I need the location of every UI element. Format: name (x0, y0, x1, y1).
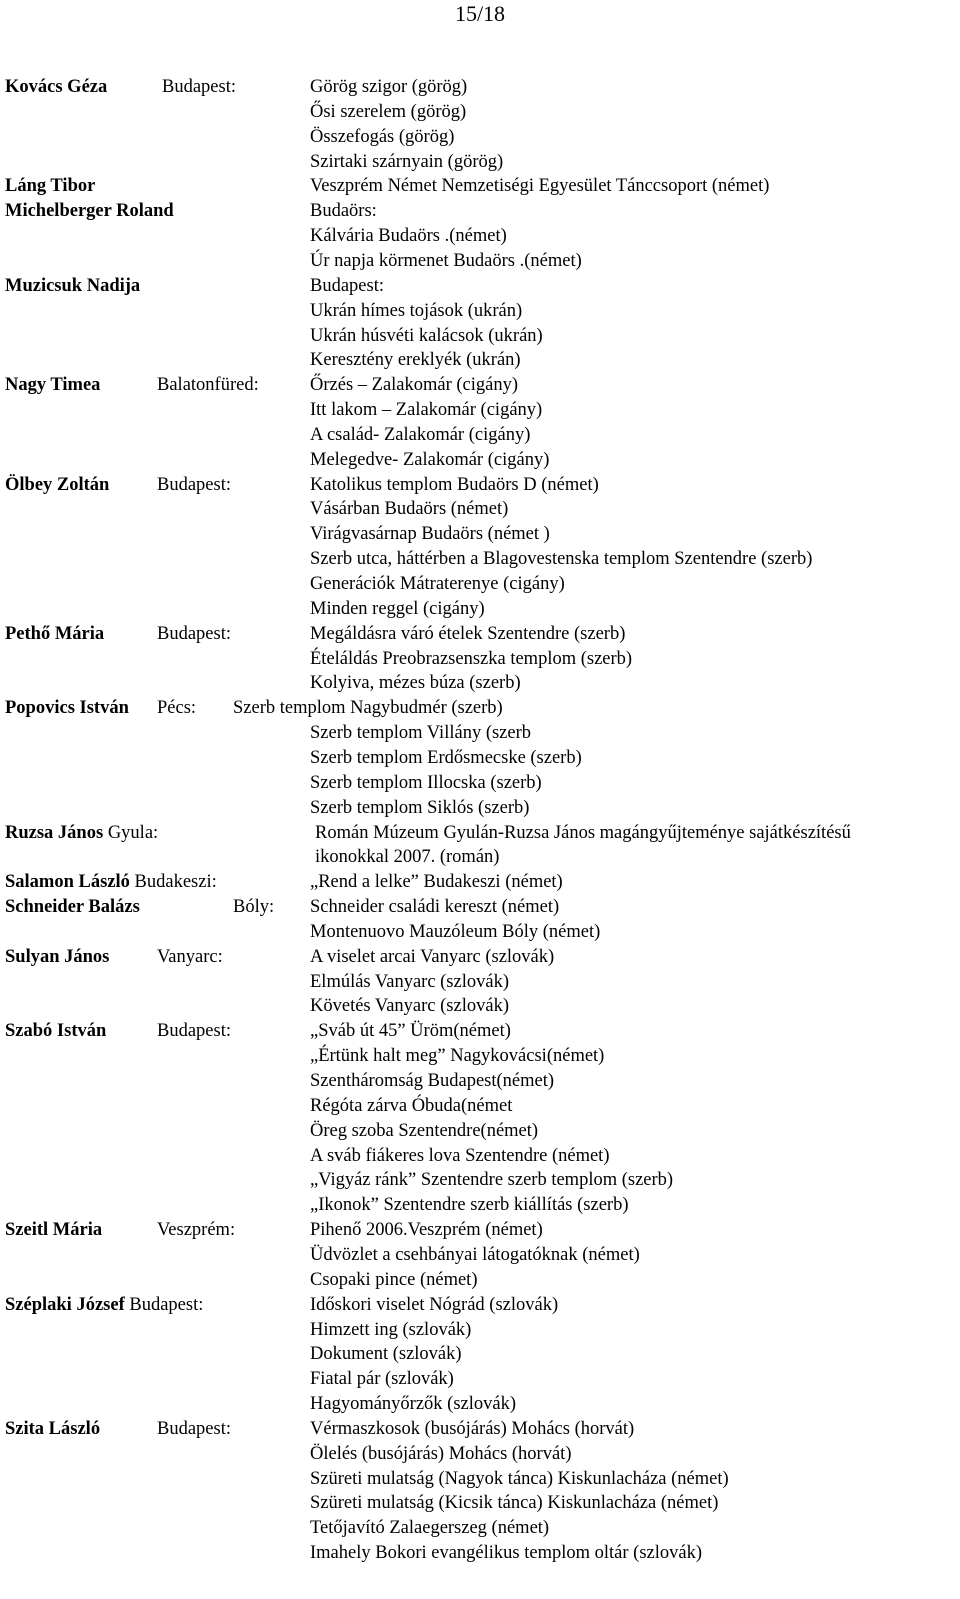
artwork-title: Fiatal pár (szlovák) (310, 1369, 454, 1390)
artwork-title: Budaörs: (310, 201, 377, 222)
artwork-title: „Sváb út 45” Üröm(német) (310, 1021, 511, 1042)
artwork-title: Szerb templom Nagybudmér (szerb) (233, 698, 503, 719)
artist-name: Michelberger Roland (5, 201, 174, 222)
artist-location: Budapest: (157, 623, 231, 644)
artist-name: Muzicsuk Nadija (5, 275, 141, 296)
artist-name: Kovács Géza (5, 77, 108, 97)
artwork-title: Üdvözlet a csehbányai látogatóknak (német) (310, 1244, 640, 1265)
artwork-title: „Vigyáz ránk” Szentendre szerb templom (szerb) (310, 1170, 674, 1191)
artwork-row (0, 1193, 960, 1218)
artwork-row (0, 1144, 960, 1169)
artwork-row (0, 994, 960, 1019)
artwork-title: Generációk Mátraterenye (cigány) (310, 574, 565, 594)
artwork-row (0, 1467, 960, 1492)
artwork-row (0, 721, 960, 746)
artist-location: Budapest: (157, 1418, 231, 1439)
artist-row (0, 373, 960, 398)
artwork-title: „Értünk halt meg” Nagykovácsi(német) (310, 1046, 605, 1067)
page-number: 15/18 (454, 1, 506, 26)
artwork-row (0, 1119, 960, 1144)
artist-row (0, 945, 960, 970)
artist-row (0, 1293, 960, 1318)
artwork-title: Montenuovo Mauzóleum Bóly (német) (310, 921, 601, 942)
artwork-row (0, 845, 960, 870)
artwork-row (0, 1094, 960, 1119)
artist-name: Láng Tibor (5, 176, 96, 197)
artwork-row (0, 1168, 960, 1193)
artist-name: Ölbey Zoltán (5, 474, 110, 495)
artwork-title: Hagyományőrzők (szlovák) (310, 1394, 517, 1415)
artist-location: Gyula: (103, 822, 159, 843)
artist-location: Pécs: (157, 698, 197, 719)
artwork-row (0, 1044, 960, 1069)
artwork-row (0, 572, 960, 597)
artwork-title: Himzett ing (szlovák) (310, 1319, 472, 1340)
artwork-title: Őrzés – Zalakomár (cigány) (310, 375, 519, 396)
artwork-row (0, 448, 960, 473)
artwork-title: Időskori viselet Nógrád (szlovák) (310, 1294, 559, 1315)
artwork-row (0, 920, 960, 945)
artwork-title: Szerb templom Illocska (szerb) (310, 772, 542, 793)
artist-row (0, 1019, 960, 1044)
artist-name: Sulyan János (5, 946, 110, 967)
artwork-row (0, 771, 960, 796)
artwork-title: „Ikonok” Szentendre szerb kiállítás (szerb) (310, 1195, 629, 1216)
artwork-row (0, 1392, 960, 1417)
artist-location: Budapest: (157, 474, 231, 495)
artist-row (0, 174, 960, 199)
artist-row (0, 870, 960, 895)
artwork-title: Öreg szoba Szentendre(német) (310, 1120, 539, 1141)
artwork-row (0, 497, 960, 522)
artist-row (0, 622, 960, 647)
artist-name: Salamon László Budakeszi: (5, 872, 217, 893)
artwork-title: Budapest: (310, 275, 384, 296)
artwork-title: Tetőjavító Zalaegerszeg (német) (310, 1518, 550, 1539)
artwork-title: Szerb templom Villány (szerb (310, 723, 532, 744)
artwork-title: Itt lakom – Zalakomár (cigány) (310, 400, 543, 421)
artist-location: Budapest: (162, 77, 236, 97)
artist-location: Veszprém: (157, 1220, 236, 1241)
artwork-title: Melegedve- Zalakomár (cigány) (310, 449, 550, 470)
artwork-row (0, 746, 960, 771)
artwork-row (0, 970, 960, 995)
artwork-row (0, 299, 960, 324)
artist-name: Ruzsa János Gyula: (5, 822, 159, 843)
artist-name: Szeitl Mária (5, 1220, 103, 1241)
artwork-title: Elmúlás Vanyarc (szlovák) (310, 971, 509, 992)
artwork-row (0, 1367, 960, 1392)
artist-name: Szita László (5, 1418, 101, 1439)
artwork-row (0, 1516, 960, 1541)
artwork-title: Szüreti mulatság (Kicsik tánca) Kiskunlacháza (német) (310, 1493, 719, 1514)
artwork-row (0, 1268, 960, 1293)
artwork-row (0, 1342, 960, 1367)
artist-name: Nagy Timea (5, 375, 101, 396)
artwork-row (0, 423, 960, 448)
artwork-row (0, 100, 960, 125)
artwork-title: Ölelés (busójárás) Mohács (horvát) (310, 1443, 572, 1464)
artwork-title: Ukrán húsvéti kalácsok (ukrán) (310, 325, 543, 346)
artwork-title: Ősi szerelem (görög) (310, 101, 467, 122)
artwork-title: A viselet arcai Vanyarc (szlovák) (310, 946, 555, 967)
artwork-row (0, 398, 960, 423)
artwork-title: Követés Vanyarc (szlovák) (310, 996, 509, 1017)
artist-row (0, 199, 960, 224)
artist-row (0, 473, 960, 498)
artwork-title: Szüreti mulatság (Nagyok tánca) Kiskunlacháza (német) (310, 1468, 729, 1489)
artwork-row (0, 522, 960, 547)
artwork-title: Minden reggel (cigány) (310, 598, 485, 619)
artwork-title: Veszprém Német Nemzetiségi Egyesület Tánccsoport (német) (310, 176, 770, 197)
artwork-row (0, 324, 960, 349)
artwork-title: ikonokkal 2007. (román) (315, 847, 500, 868)
artist-name: Schneider Balázs (5, 897, 140, 918)
artwork-title: „Rend a lelke” Budakeszi (német) (310, 872, 563, 893)
artist-row (0, 1218, 960, 1243)
artwork-title: Úr napja körmenet Budaörs .(német) (310, 250, 582, 271)
artwork-title: Ukrán hímes tojások (ukrán) (310, 300, 523, 321)
artwork-row (0, 150, 960, 175)
artist-location: Budakeszi: (129, 872, 217, 893)
artist-row (0, 895, 960, 920)
artwork-row (0, 597, 960, 622)
artwork-title: Csopaki pince (német) (310, 1269, 478, 1290)
artwork-row (0, 1243, 960, 1268)
artwork-row (0, 671, 960, 696)
artwork-row (0, 796, 960, 821)
artist-name: Széplaki József Budapest: (5, 1294, 204, 1315)
artist-row (0, 696, 960, 721)
artwork-row (0, 348, 960, 373)
artwork-title: A sváb fiákeres lova Szentendre (német) (310, 1145, 610, 1166)
artwork-title: Szerb templom Siklós (szerb) (310, 797, 530, 818)
artwork-title: Dokument (szlovák) (310, 1344, 462, 1365)
artwork-title: Katolikus templom Budaörs D (német) (310, 474, 599, 495)
artwork-title: Megáldásra váró ételek Szentendre (szerb) (310, 623, 626, 644)
artwork-title: Összefogás (görög) (310, 126, 455, 147)
artwork-row (0, 1442, 960, 1467)
artwork-row (0, 125, 960, 150)
artwork-title: Schneider családi kereszt (német) (310, 897, 560, 918)
artwork-row (0, 224, 960, 249)
artwork-row (0, 1318, 960, 1343)
artwork-title: Vásárban Budaörs (német) (310, 499, 509, 520)
artist-name: Popovics István (5, 698, 129, 719)
artwork-title: Román Múzeum Gyulán-Ruzsa János magángyűjteménye sajátkészítésű (315, 822, 851, 843)
artwork-title: A család- Zalakomár (cigány) (310, 424, 531, 445)
artist-location: Bóly: (233, 897, 275, 918)
artist-location: Budapest: (124, 1294, 204, 1315)
artwork-title: Szerb utca, háttérben a Blagovestenska templom Szentendre (szerb) (310, 549, 813, 570)
artwork-row (0, 547, 960, 572)
artwork-title: Kolyiva, mézes búza (szerb) (310, 673, 521, 694)
artwork-row (0, 249, 960, 274)
artwork-title: Szentháromság Budapest(német) (310, 1071, 555, 1091)
artwork-title: Pihenő 2006.Veszprém (német) (310, 1220, 543, 1241)
artist-location: Balatonfüred: (157, 375, 259, 396)
artwork-title: Vérmaszkosok (busójárás) Mohács (horvát) (310, 1418, 635, 1439)
artwork-title: Szirtaki szárnyain (görög) (310, 151, 504, 172)
artwork-title: Keresztény ereklyék (ukrán) (310, 350, 521, 371)
artwork-title: Régóta zárva Óbuda(német (310, 1095, 513, 1116)
artwork-title: Virágvasárnap Budaörs (német ) (310, 524, 550, 545)
artwork-title: Ételáldás Preobrazsenszka templom (szerb) (310, 648, 633, 669)
artwork-title: Imahely Bokori evangélikus templom oltár (szlovák) (310, 1543, 702, 1564)
artwork-row (0, 1541, 960, 1566)
artwork-title: Görög szigor (görög) (310, 77, 468, 97)
artwork-title: Kálvária Budaörs .(német) (310, 226, 507, 247)
artist-row (0, 75, 960, 100)
artist-row (0, 1417, 960, 1442)
artist-name: Pethő Mária (5, 623, 105, 644)
artist-location: Vanyarc: (157, 946, 223, 967)
artist-row (0, 821, 960, 846)
artist-location: Budapest: (157, 1021, 231, 1042)
artwork-row (0, 1491, 960, 1516)
artist-name: Szabó István (5, 1021, 107, 1042)
artist-row (0, 274, 960, 299)
artwork-row (0, 647, 960, 672)
artwork-title: Szerb templom Erdősmecske (szerb) (310, 747, 582, 768)
artwork-row (0, 1069, 960, 1094)
